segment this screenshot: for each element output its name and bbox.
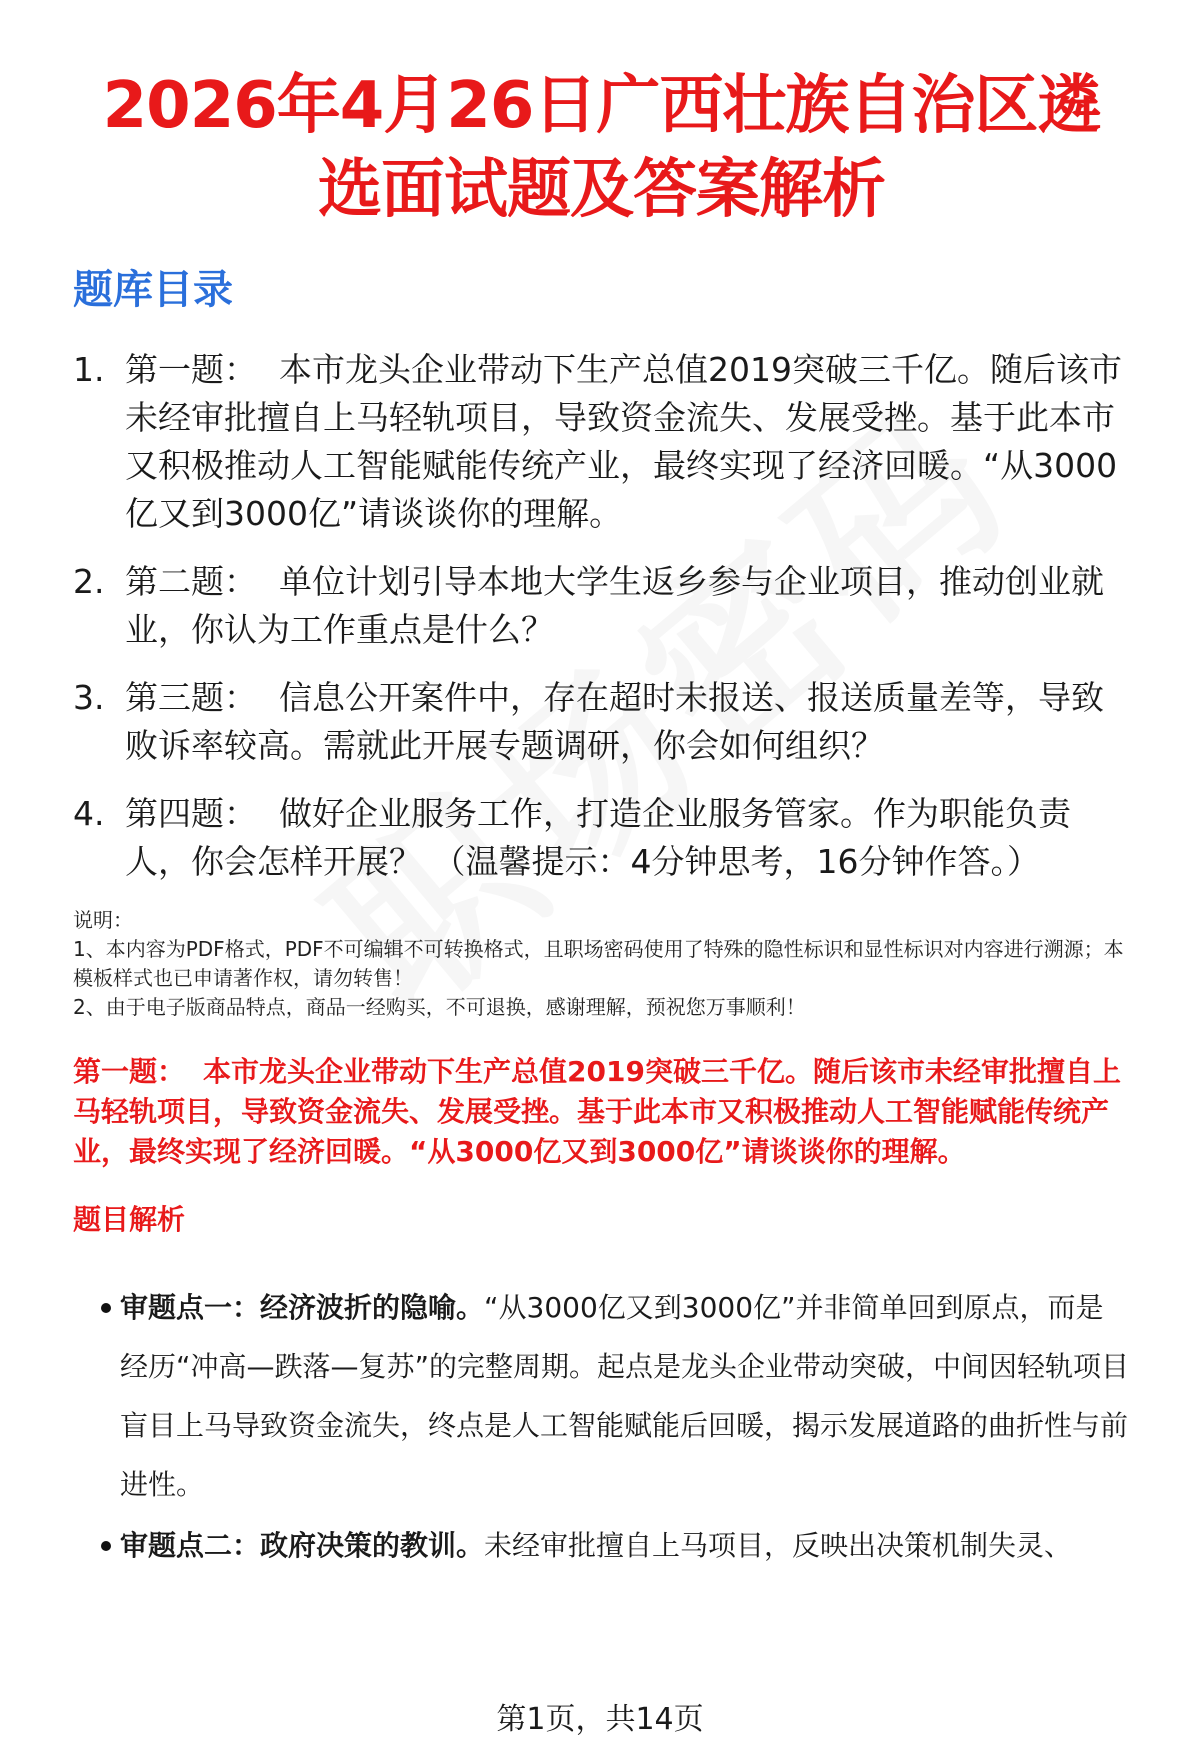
toc-item-1[interactable] — [73, 346, 1130, 538]
toc-item-4[interactable] — [73, 790, 1130, 886]
analysis-item-title: 审题点一：经济波折的隐喻。 — [120, 1291, 485, 1324]
toc-item-text: 单位计划引导本地大学生返乡参与企业项目，推动创业就业，你认为工作重点是什么？ — [125, 562, 1104, 649]
bullet-icon — [73, 1278, 120, 1514]
document-title: 2026年4月26日广西壮族自治区遴选面试题及答案解析 — [102, 69, 1101, 227]
question-label: 第一题： — [73, 1055, 186, 1088]
notes-heading: 说明： — [73, 908, 133, 932]
analysis-heading: 题目解析 — [73, 1203, 186, 1236]
bullet-icon — [73, 1516, 120, 1575]
notes-section — [73, 906, 1130, 1022]
toc-item-number: 1. — [73, 350, 105, 389]
toc-item-number: 2. — [73, 562, 105, 601]
toc-heading: 题库目录 — [73, 267, 233, 313]
analysis-item-title: 审题点二：政府决策的教训。 — [120, 1529, 485, 1562]
analysis-item-1 — [73, 1278, 1130, 1514]
toc-item-number: 4. — [73, 794, 105, 833]
notes-line-2: 2、由于电子版商品特点，商品一经购买，不可退换，感谢理解，预祝您万事顺利！ — [73, 995, 806, 1019]
toc-item-text: 信息公开案件中，存在超时未报送、报送质量差等，导致败诉率较高。需就此开展专题调研，你会如何组织？ — [125, 678, 1104, 765]
toc-item-label: 第三题： — [125, 678, 257, 717]
analysis-item-text: “从3000亿又到3000亿”并非简单回到原点，而是经历“冲高—跌落—复苏”的完整周期。起点是龙头企业带动突破，中间因轻轨项目盲目上马导致资金流失，终点是人工智能赋能后回暖，揭示发展道路的曲折性与前进性。 — [120, 1291, 1130, 1501]
toc-item-text: 本市龙头企业带动下生产总值2019突破三千亿。随后该市未经审批擅自上马轻轨项目，导致资金流失、发展受挫。基于此本市又积极推动人工智能赋能传统产业，最终实现了经济回暖。“从3000亿又到3000亿”请谈谈你的理解。 — [125, 350, 1122, 533]
toc-item-label: 第一题： — [125, 350, 257, 389]
toc-item-number: 3. — [73, 678, 105, 717]
analysis-list — [73, 1278, 1130, 1575]
toc-list — [73, 346, 1130, 886]
toc-item-3[interactable] — [73, 674, 1130, 770]
question-1-heading — [73, 1052, 1130, 1172]
toc-item-2[interactable] — [73, 558, 1130, 654]
notes-line-1: 1、本内容为PDF格式，PDF不可编辑不可转换格式，且职场密码使用了特殊的隐性标识和显性标识对内容进行溯源；本模板样式也已申请著作权，请勿转售！ — [73, 937, 1124, 990]
analysis-item-2 — [73, 1516, 1130, 1575]
toc-item-label: 第四题： — [125, 794, 257, 833]
page-footer: 第1页，共14页 — [496, 1702, 704, 1737]
toc-item-label: 第二题： — [125, 562, 257, 601]
question-text: 本市龙头企业带动下生产总值2019突破三千亿。随后该市未经审批擅自上马轻轨项目，导致资金流失、发展受挫。基于此本市又积极推动人工智能赋能传统产业，最终实现了经济回暖。“从3000亿又到3000亿”请谈谈你的理解。 — [73, 1055, 1121, 1168]
toc-item-text: 做好企业服务工作，打造企业服务管家。作为职能负责人，你会怎样开展？ （温馨提示：4分钟思考，16分钟作答。） — [125, 794, 1071, 881]
analysis-item-text: 未经审批擅自上马项目，反映出决策机制失灵、 — [484, 1529, 1073, 1562]
